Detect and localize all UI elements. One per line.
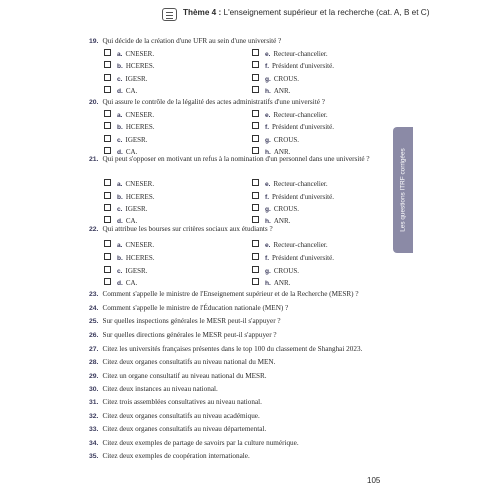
question	[89, 345, 384, 354]
option-letter: f.	[265, 255, 270, 262]
option-text: CA.	[125, 217, 138, 225]
question	[89, 331, 384, 340]
option-letter: e.	[265, 242, 271, 249]
answer-option[interactable]	[252, 192, 334, 202]
option-text: IGESR.	[125, 75, 148, 83]
answer-option[interactable]	[104, 74, 147, 84]
checkbox[interactable]	[252, 179, 259, 186]
option-text: Recteur-chancelier.	[273, 241, 328, 249]
question-text: Citez deux organes consultatifs au niveau national du MEN.	[102, 358, 276, 366]
option-letter: d.	[117, 280, 123, 287]
side-tab	[393, 127, 413, 253]
option-text: IGESR.	[125, 267, 148, 275]
option-text: CROUS.	[273, 205, 299, 213]
option-text: Président d'université.	[272, 123, 334, 131]
question	[89, 372, 384, 381]
answer-option[interactable]	[104, 61, 154, 71]
answer-option[interactable]	[104, 135, 147, 145]
checkbox[interactable]	[252, 240, 259, 247]
checkbox[interactable]	[252, 253, 259, 260]
question-number: 25.	[89, 318, 99, 325]
question-text: Qui attribue les bourses sur critères sociaux aux étudiants ?	[102, 225, 273, 233]
option-text: ANR.	[273, 217, 291, 225]
question-text: Citez un organe consultatif au niveau national du MESR.	[102, 372, 267, 380]
option-text: HCERES.	[125, 254, 155, 262]
theme-icon	[162, 8, 177, 21]
answer-option[interactable]	[252, 86, 290, 96]
option-text: IGESR.	[125, 136, 148, 144]
answer-option[interactable]	[252, 253, 334, 263]
header-title: Thème 4 : L'enseignement supérieur et la recherche (cat. A, B et C)	[183, 8, 430, 17]
option-letter: b.	[117, 124, 123, 131]
option-letter: g.	[265, 268, 271, 275]
question-number: 23.	[89, 291, 99, 298]
option-text: HCERES.	[125, 62, 155, 70]
question	[89, 452, 384, 461]
question	[89, 290, 384, 299]
answer-option[interactable]	[252, 135, 299, 145]
question	[89, 425, 384, 434]
question-number: 24.	[89, 305, 99, 312]
question-text: Comment s'appelle le ministre de l'Enseignement supérieur et de la Recherche (MESR) ?	[102, 290, 359, 298]
question-number: 32.	[89, 413, 99, 420]
question-text: Citez deux organes consultatifs au niveau académique.	[102, 412, 260, 420]
option-letter: e.	[265, 51, 271, 58]
option-text: Président d'université.	[272, 254, 334, 262]
checkbox[interactable]	[104, 86, 111, 93]
option-letter: c.	[117, 206, 123, 213]
checkbox[interactable]	[252, 266, 259, 273]
checkbox[interactable]	[104, 49, 111, 56]
answer-option[interactable]	[252, 179, 328, 189]
option-text: IGESR.	[125, 205, 148, 213]
checkbox[interactable]	[252, 135, 259, 142]
option-letter: a.	[117, 181, 123, 188]
answer-option[interactable]	[252, 61, 334, 71]
checkbox[interactable]	[252, 278, 259, 285]
option-text: HCERES.	[125, 193, 155, 201]
question-number: 27.	[89, 346, 99, 353]
option-text: ANR.	[273, 148, 291, 156]
option-letter: d.	[117, 149, 123, 156]
question-number: 31.	[89, 399, 99, 406]
option-text: CNESER.	[125, 111, 155, 119]
option-text: ANR.	[273, 279, 291, 287]
option-letter: c.	[117, 268, 123, 275]
question	[89, 155, 384, 164]
checkbox[interactable]	[104, 192, 111, 199]
checkbox[interactable]	[104, 204, 111, 211]
option-text: CNESER.	[125, 180, 155, 188]
option-text: Président d'université.	[272, 193, 334, 201]
option-text: CNESER.	[125, 50, 155, 58]
option-letter: g.	[265, 206, 271, 213]
option-text: Recteur-chancelier.	[273, 111, 328, 119]
question	[89, 385, 384, 394]
question-number: 19.	[89, 38, 99, 45]
question-number: 22.	[89, 226, 99, 233]
option-text: CA.	[125, 279, 138, 287]
question-number: 20.	[89, 99, 99, 106]
checkbox[interactable]	[104, 278, 111, 285]
answer-option[interactable]	[252, 240, 328, 250]
question	[89, 439, 384, 448]
checkbox[interactable]	[252, 192, 259, 199]
page-number: 105	[367, 476, 381, 485]
option-letter: a.	[117, 112, 123, 119]
question-text: Sur quelles inspections générales le MESR peut-il s'appuyer ?	[102, 317, 281, 325]
answer-option[interactable]	[104, 266, 147, 276]
checkbox[interactable]	[104, 240, 111, 247]
option-letter: e.	[265, 181, 271, 188]
option-letter: b.	[117, 194, 123, 201]
checkbox[interactable]	[252, 147, 259, 154]
question-number: 34.	[89, 440, 99, 447]
option-letter: c.	[117, 137, 123, 144]
question-text: Qui peut s'opposer en motivant un refus à la nomination d'un personnel dans une université ?	[102, 155, 370, 163]
question	[89, 412, 384, 421]
answer-option[interactable]	[104, 240, 154, 250]
question	[89, 225, 384, 234]
question-text: Citez deux instances au niveau national.	[102, 385, 218, 393]
checkbox[interactable]	[252, 49, 259, 56]
answer-option[interactable]	[104, 204, 147, 214]
answer-option[interactable]	[104, 278, 137, 288]
option-letter: e.	[265, 112, 271, 119]
option-letter: h.	[265, 149, 271, 156]
checkbox[interactable]	[104, 147, 111, 154]
option-letter: h.	[265, 218, 271, 225]
option-letter: h.	[265, 88, 271, 95]
question-text: Citez les universités françaises présentes dans le top 100 du classement de Shanghai 2023.	[102, 345, 363, 353]
option-letter: f.	[265, 124, 270, 131]
option-text: CA.	[125, 87, 138, 95]
option-text: Recteur-chancelier.	[273, 180, 328, 188]
answer-option[interactable]	[104, 179, 154, 189]
answer-option[interactable]	[104, 49, 154, 59]
question-text: Citez deux organes consultatifs au niveau départemental.	[102, 425, 267, 433]
question	[89, 358, 384, 367]
option-text: CROUS.	[273, 136, 299, 144]
answer-option[interactable]	[104, 110, 154, 120]
question-number: 35.	[89, 453, 99, 460]
option-letter: h.	[265, 280, 271, 287]
checkbox[interactable]	[104, 122, 111, 129]
question-number: 29.	[89, 373, 99, 380]
answer-option[interactable]	[104, 192, 154, 202]
answer-option[interactable]	[252, 278, 290, 288]
option-letter: d.	[117, 218, 123, 225]
checkbox[interactable]	[252, 86, 259, 93]
checkbox[interactable]	[104, 110, 111, 117]
question-text: Sur quelles directions générales le MESR peut-il s'appuyer ?	[102, 331, 277, 339]
option-text: HCERES.	[125, 123, 155, 131]
answer-option[interactable]	[252, 110, 328, 120]
answer-option[interactable]	[104, 86, 137, 96]
answer-option[interactable]	[252, 74, 299, 84]
answer-option[interactable]	[252, 204, 299, 214]
option-letter: a.	[117, 51, 123, 58]
checkbox[interactable]	[252, 74, 259, 81]
checkbox[interactable]	[252, 110, 259, 117]
option-letter: f.	[265, 194, 270, 201]
question	[89, 98, 384, 107]
question-number: 21.	[89, 156, 99, 163]
question-text: Citez deux exemples de partage de savoirs par la culture numérique.	[102, 439, 299, 447]
question	[89, 304, 384, 313]
question-text: Comment s'appelle le ministre de l'Éducation nationale (MEN) ?	[102, 304, 289, 312]
checkbox[interactable]	[252, 204, 259, 211]
option-letter: g.	[265, 137, 271, 144]
checkbox[interactable]	[252, 61, 259, 68]
checkbox[interactable]	[252, 216, 259, 223]
option-text: CA.	[125, 148, 138, 156]
checkbox[interactable]	[104, 216, 111, 223]
checkbox[interactable]	[104, 266, 111, 273]
option-text: ANR.	[273, 87, 291, 95]
question	[89, 398, 384, 407]
option-letter: b.	[117, 255, 123, 262]
question-number: 26.	[89, 332, 99, 339]
question-number: 33.	[89, 426, 99, 433]
option-text: Recteur-chancelier.	[273, 50, 328, 58]
answer-option[interactable]	[104, 122, 154, 132]
side-tab-label: Les questions ITRF corrigées	[399, 148, 407, 232]
page-header	[162, 8, 492, 26]
checkbox[interactable]	[104, 61, 111, 68]
question-number: 28.	[89, 359, 99, 366]
question-number: 30.	[89, 386, 99, 393]
option-letter: f.	[265, 63, 270, 70]
question-text: Citez deux exemples de coopération internationale.	[102, 452, 250, 460]
option-letter: c.	[117, 76, 123, 83]
answer-option[interactable]	[252, 122, 334, 132]
option-letter: g.	[265, 76, 271, 83]
checkbox[interactable]	[104, 179, 111, 186]
question	[89, 317, 384, 326]
option-text: CROUS.	[273, 267, 299, 275]
checkbox[interactable]	[104, 135, 111, 142]
option-letter: d.	[117, 88, 123, 95]
answer-option[interactable]	[252, 266, 299, 276]
question	[89, 37, 384, 46]
checkbox[interactable]	[104, 74, 111, 81]
answer-option[interactable]	[104, 253, 154, 263]
question-text: Qui assure le contrôle de la légalité des actes administratifs d'une université ?	[102, 98, 325, 106]
checkbox[interactable]	[252, 122, 259, 129]
option-letter: b.	[117, 63, 123, 70]
option-text: Président d'université.	[272, 62, 334, 70]
checkbox[interactable]	[104, 253, 111, 260]
question-text: Citez trois assemblées consultatives au niveau national.	[102, 398, 262, 406]
option-text: CROUS.	[273, 75, 299, 83]
option-text: CNESER.	[125, 241, 155, 249]
question-text: Qui décide de la création d'une UFR au sein d'une université ?	[102, 37, 282, 45]
answer-option[interactable]	[252, 49, 328, 59]
option-letter: a.	[117, 242, 123, 249]
